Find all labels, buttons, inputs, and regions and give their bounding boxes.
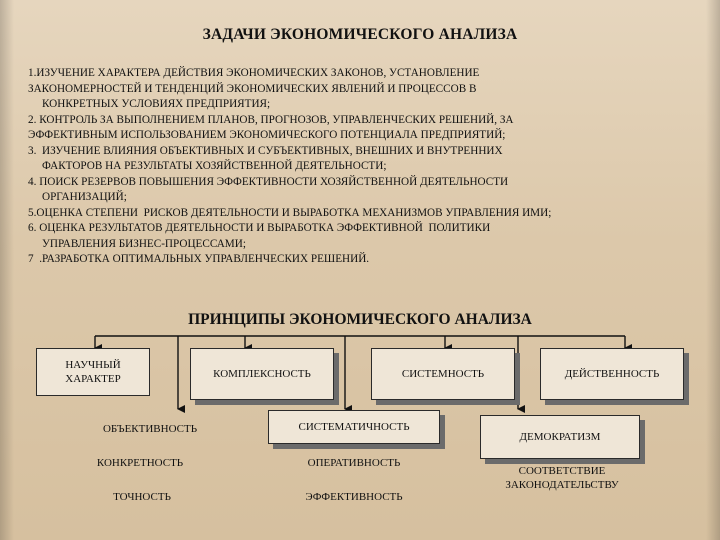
task-line: 7 .РАЗРАБОТКА ОПТИМАЛЬНЫХ УПРАВЛЕНЧЕСКИХ РЕШЕНИЙ.	[28, 253, 370, 265]
task-line: 1.ИЗУЧЕНИЕ ХАРАКТЕРА ДЕЙСТВИЯ ЭКОНОМИЧЕСКИХ ЗАКОНОВ, УСТАНОВЛЕНИЕ	[28, 67, 480, 79]
task-line: КОНКРЕТНЫХ УСЛОВИЯХ ПРЕДПРИЯТИЯ;	[28, 98, 271, 110]
task-line: 6. ОЦЕНКА РЕЗУЛЬТАТОВ ДЕЯТЕЛЬНОСТИ И ВЫРАБОТКА ЭФФЕКТИВНОЙ ПОЛИТИКИ	[28, 222, 491, 234]
item-compliance: СООТВЕТСТВИЕ ЗАКОНОДАТЕЛЬСТВУ	[505, 465, 619, 491]
task-line: ОРГАНИЗАЦИЙ;	[28, 191, 127, 203]
box-democratism-label: ДЕМОКРАТИЗМ	[519, 431, 601, 443]
box-complexity	[190, 348, 334, 400]
box-complexity-label: КОМПЛЕКСНОСТЬ	[213, 368, 311, 380]
task-line: УПРАВЛЕНИЯ БИЗНЕС-ПРОЦЕССАМИ;	[28, 237, 246, 250]
box-systemic	[371, 348, 515, 400]
box-scientific	[36, 348, 150, 396]
box-systematic-label: СИСТЕМАТИЧНОСТЬ	[298, 421, 410, 433]
box-effectiveness	[540, 348, 684, 400]
task-line: ЗАКОНОМЕРНОСТЕЙ И ТЕНДЕНЦИЙ ЭКОНОМИЧЕСКИХ ЯВЛЕНИЙ И ПРОЦЕССОВ В	[28, 82, 477, 95]
item-accuracy: ТОЧНОСТЬ	[113, 491, 171, 503]
task-line: 4. ПОИСК РЕЗЕРВОВ ПОВЫШЕНИЯ ЭФФЕКТИВНОСТИ ХОЗЯЙСТВЕННОЙ ДЕЯТЕЛЬНОСТИ	[28, 175, 509, 188]
box-systemic-label: СИСТЕМНОСТЬ	[401, 368, 485, 380]
task-line: ЭФФЕКТИВНЫМ ИСПОЛЬЗОВАНИЕМ ЭКОНОМИЧЕСКОГО ПОТЕНЦИАЛА ПРЕДПРИЯТИЙ;	[28, 129, 506, 141]
box-systematic	[268, 410, 440, 444]
task-line: 2. КОНТРОЛЬ ЗА ВЫПОЛНЕНИЕМ ПЛАНОВ, ПРОГНОЗОВ, УПРАВЛЕНЧЕСКИХ РЕШЕНИЙ, ЗА	[28, 113, 514, 126]
box-scientific-label: НАУЧНЫЙ ХАРАКТЕР	[65, 359, 121, 385]
box-effectiveness-label: ДЕЙСТВЕННОСТЬ	[564, 368, 660, 380]
item-concreteness: КОНКРЕТНОСТЬ	[96, 457, 184, 469]
box-democratism	[480, 415, 640, 459]
item-objectivity: ОБЪЕКТИВНОСТЬ	[102, 423, 198, 435]
tasks-title: ЗАДАЧИ ЭКОНОМИЧЕСКОГО АНАЛИЗА	[202, 26, 518, 43]
task-line: ФАКТОРОВ НА РЕЗУЛЬТАТЫ ХОЗЯЙСТВЕННОЙ ДЕЯТЕЛЬНОСТИ;	[28, 160, 387, 172]
principles-title: ПРИНЦИПЫ ЭКОНОМИЧЕСКОГО АНАЛИЗА	[188, 311, 532, 328]
item-operativeness: ОПЕРАТИВНОСТЬ	[307, 457, 401, 469]
item-efficiency: ЭФФЕКТИВНОСТЬ	[305, 491, 403, 503]
task-line: 5.ОЦЕНКА СТЕПЕНИ РИСКОВ ДЕЯТЕЛЬНОСТИ И ВЫРАБОТКА МЕХАНИЗМОВ УПРАВЛЕНИЯ ИМИ;	[28, 206, 552, 219]
task-line: 3. ИЗУЧЕНИЕ ВЛИЯНИЯ ОБЪЕКТИВНЫХ И СУБЪЕКТИВНЫХ, ВНЕШНИХ И ВНУТРЕННИХ	[28, 144, 503, 157]
